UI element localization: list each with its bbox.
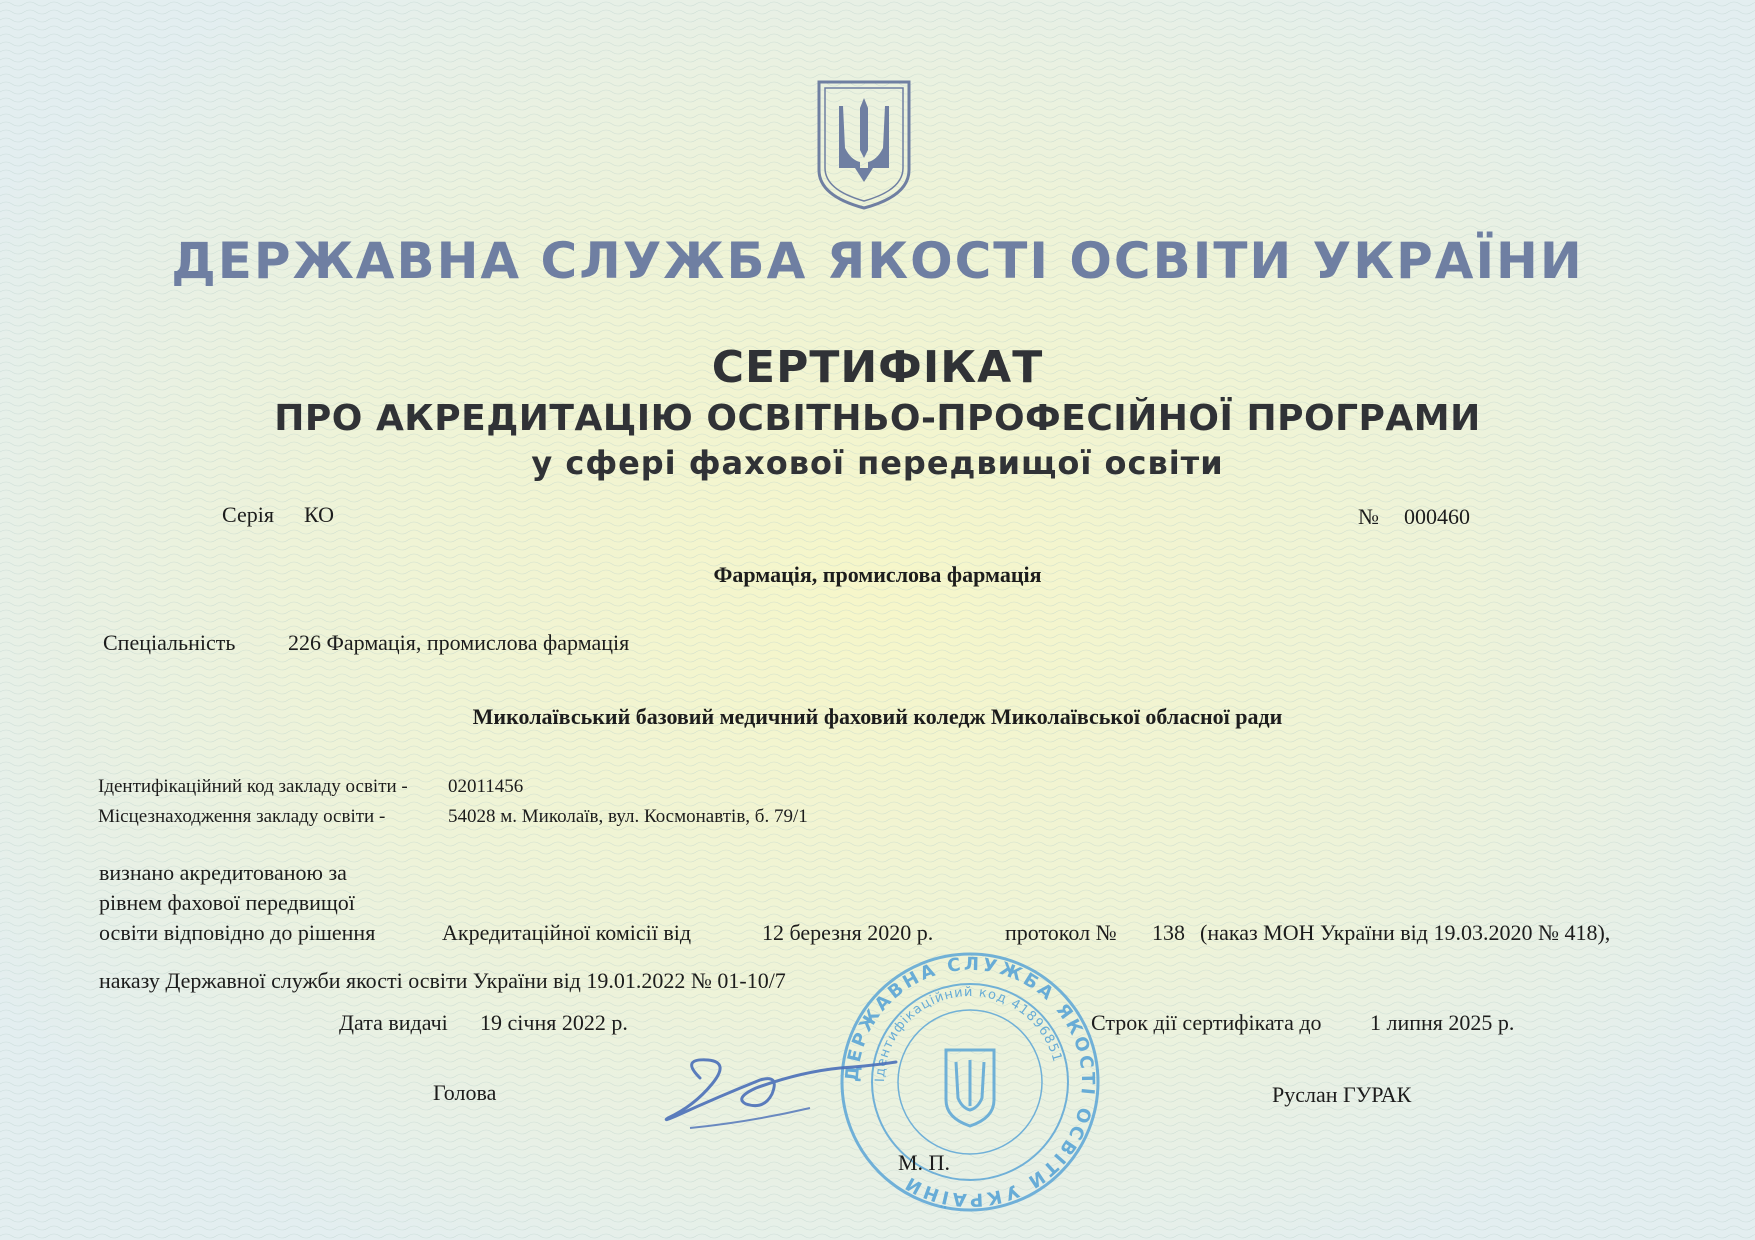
protocol-value: 138 <box>1152 920 1185 945</box>
trident-coat-of-arms-icon <box>815 78 913 212</box>
stamp-trident-icon <box>946 1050 994 1126</box>
validity-date: 1 липня 2025 р. <box>1370 1010 1515 1035</box>
validity-label: Строк дії сертифіката до <box>1091 1010 1322 1035</box>
order-service: наказу Державної служби якості освіти України від 19.01.2022 № 01-10/7 <box>99 968 786 993</box>
agency-name: ДЕРЖАВНА СЛУЖБА ЯКОСТІ ОСВІТИ УКРАЇНИ <box>171 232 1584 290</box>
commission-text: Акредитаційної комісії від <box>442 920 692 945</box>
id-code-value: 02011456 <box>448 776 524 797</box>
certificate-subtitle: ПРО АКРЕДИТАЦІЮ ОСВІТНЬО-ПРОФЕСІЙНОЇ ПРОГРАМИ <box>274 398 1481 439</box>
program-name: Фармація, промислова фармація <box>713 562 1042 587</box>
seal-mark: М. П. <box>898 1150 950 1175</box>
location-label: Місцезнаходження закладу освіти - <box>98 806 386 827</box>
certificate-title: СЕРТИФІКАТ <box>711 342 1044 393</box>
head-name: Руслан ГУРАК <box>1272 1082 1412 1107</box>
accredited-line-1: визнано акредитованою за <box>99 860 347 885</box>
accredited-line-2: рівнем фахової передвищої <box>99 890 355 915</box>
stamp-outer-text: ДЕРЖАВНА СЛУЖБА ЯКОСТІ ОСВІТИ УКРАЇНИ <box>841 953 1099 1211</box>
head-signature <box>660 1048 900 1138</box>
number-label: № <box>1358 504 1379 529</box>
location-value: 54028 м. Миколаїв, вул. Космонавтів, б. 79/1 <box>448 806 808 827</box>
head-label: Голова <box>433 1080 497 1105</box>
id-code-label: Ідентифікаційний код закладу освіти - <box>98 776 408 797</box>
number-value: 000460 <box>1404 504 1470 529</box>
commission-date: 12 березня 2020 р. <box>762 920 934 945</box>
series-label: Серія <box>222 502 274 527</box>
institution-name: Миколаївський базовий медичний фаховий коледж Миколаївської обласної ради <box>472 704 1283 729</box>
issue-date: 19 січня 2022 р. <box>480 1010 628 1035</box>
series-value: КО <box>304 502 335 527</box>
specialty-label: Спеціальність <box>103 630 236 655</box>
order-mon: (наказ МОН України від 19.03.2020 № 418), <box>1200 920 1611 945</box>
accredited-line-3: освіти відповідно до рішення <box>99 920 376 945</box>
specialty-value: 226 Фармація, промислова фармація <box>288 630 630 655</box>
issue-label: Дата видачі <box>339 1010 448 1035</box>
protocol-label: протокол № <box>1005 920 1117 945</box>
certificate-subtitle-2: у сфері фахової передвищої освіти <box>531 444 1224 482</box>
stamp-code-text: Ідентифікаційний код 41896851 <box>872 984 1065 1083</box>
